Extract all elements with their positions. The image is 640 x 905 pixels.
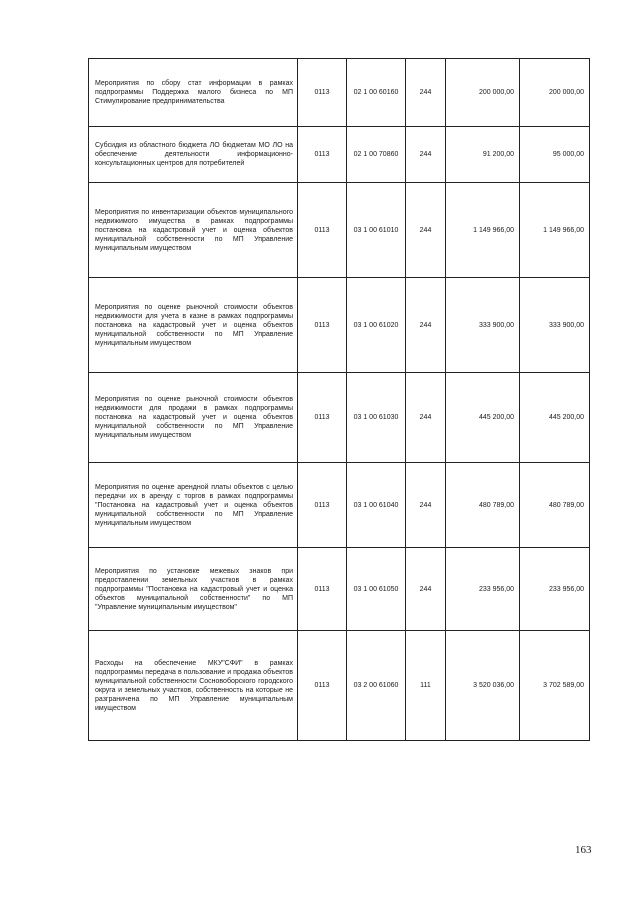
amount-year-1: 1 149 966,00	[446, 183, 520, 278]
table-row	[89, 463, 590, 548]
target-article-code: 03 1 00 61040	[347, 463, 406, 548]
amount-year-1: 91 200,00	[446, 127, 520, 183]
budget-table	[88, 58, 590, 741]
row-description: Мероприятия по сбору стат информации в рамках подпрограммы Поддержка малого бизнеса по МП Стимулирование предпринимательства	[89, 59, 298, 127]
budget-table-body	[89, 59, 590, 741]
expense-type-code: 244	[406, 463, 446, 548]
target-article-code: 03 2 00 61060	[347, 631, 406, 741]
expense-type-code: 244	[406, 183, 446, 278]
expense-type-code: 244	[406, 59, 446, 127]
amount-year-1: 445 200,00	[446, 373, 520, 463]
table-row	[89, 183, 590, 278]
row-description: Мероприятия по инвентаризации объектов муниципального недвижимого имущества в рамках подпрограммы постановка на кадастровый учет и оценка объектов муниципальной собственности по МП Управление муниципальным имуществом	[89, 183, 298, 278]
row-description: Расходы на обеспечение МКУ"СФИ" в рамках подпрограммы передача в пользование и продажа объектов муниципальной собственности Сосновоборского городского округа и земельных участков, собственность на которые не разграничена по МП Управление муниципальным имуществом	[89, 631, 298, 741]
section-code: 0113	[298, 59, 347, 127]
section-code: 0113	[298, 631, 347, 741]
section-code: 0113	[298, 373, 347, 463]
row-description: Мероприятия по оценке рыночной стоимости объектов недвижимости для продажи в рамках подпрограммы постановка на кадастровый учет и оценка объектов муниципальной собственности по МП Управление муниципальным имуществом	[89, 373, 298, 463]
section-code: 0113	[298, 278, 347, 373]
row-description: Мероприятия по оценке арендной платы объектов с целью передачи их в аренду с торгов в рамках подпрограммы "Постановка на кадастровый учет и оценка объектов муниципальной собственности по МП Управление муниципальным имуществом	[89, 463, 298, 548]
table-row	[89, 631, 590, 741]
expense-type-code: 244	[406, 127, 446, 183]
section-code: 0113	[298, 183, 347, 278]
amount-year-2: 95 000,00	[520, 127, 590, 183]
section-code: 0113	[298, 127, 347, 183]
table-row	[89, 59, 590, 127]
amount-year-2: 3 702 589,00	[520, 631, 590, 741]
target-article-code: 03 1 00 61050	[347, 548, 406, 631]
amount-year-2: 480 789,00	[520, 463, 590, 548]
amount-year-2: 445 200,00	[520, 373, 590, 463]
target-article-code: 03 1 00 61020	[347, 278, 406, 373]
table-row	[89, 278, 590, 373]
amount-year-2: 233 956,00	[520, 548, 590, 631]
amount-year-1: 480 789,00	[446, 463, 520, 548]
amount-year-1: 233 956,00	[446, 548, 520, 631]
amount-year-2: 200 000,00	[520, 59, 590, 127]
page-number: 163	[575, 844, 592, 856]
target-article-code: 02 1 00 70860	[347, 127, 406, 183]
target-article-code: 03 1 00 61010	[347, 183, 406, 278]
target-article-code: 02 1 00 60160	[347, 59, 406, 127]
expense-type-code: 244	[406, 548, 446, 631]
row-description: Мероприятия по оценке рыночной стоимости объектов недвижимости для учета в казне в рамках подпрограммы постановка на кадастровый учет и оценка объектов муниципальной собственности по МП Управление муниципальным имуществом	[89, 278, 298, 373]
amount-year-1: 200 000,00	[446, 59, 520, 127]
amount-year-2: 333 900,00	[520, 278, 590, 373]
amount-year-1: 3 520 036,00	[446, 631, 520, 741]
expense-type-code: 244	[406, 278, 446, 373]
table-row	[89, 373, 590, 463]
amount-year-1: 333 900,00	[446, 278, 520, 373]
row-description: Мероприятия по установке межевых знаков при предоставлении земельных участков в рамках подпрограммы "Постановка на кадастровый учет и оценка объектов муниципальной собственности" по МП "Управление муниципальным имуществом"	[89, 548, 298, 631]
section-code: 0113	[298, 463, 347, 548]
expense-type-code: 244	[406, 373, 446, 463]
expense-type-code: 111	[406, 631, 446, 741]
table-row	[89, 127, 590, 183]
table-row	[89, 548, 590, 631]
target-article-code: 03 1 00 61030	[347, 373, 406, 463]
amount-year-2: 1 149 966,00	[520, 183, 590, 278]
section-code: 0113	[298, 548, 347, 631]
row-description: Субсидия из областного бюджета ЛО бюджетам МО ЛО на обеспечение деятельности информационно-консультационных центров для потребителей	[89, 127, 298, 183]
